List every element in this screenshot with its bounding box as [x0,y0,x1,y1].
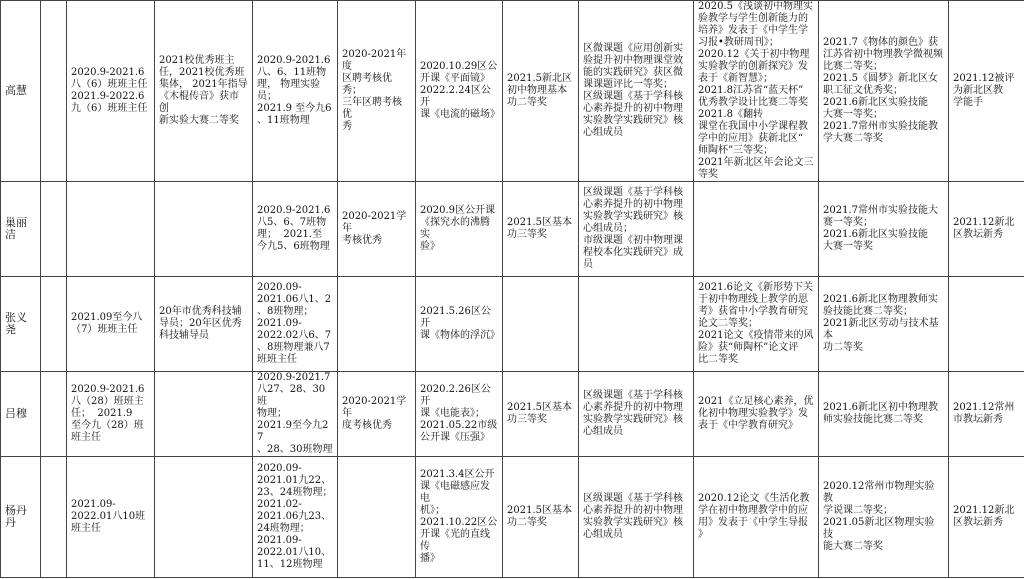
cell-line: 学大赛二等奖 [823,133,883,144]
cell-line: 赛一等奖； [823,217,873,228]
cell-line: 验》 [420,241,440,252]
cell-line: 功二等奖 [823,342,863,353]
cell-line: 心组成员 [583,127,623,138]
cell-line: 机》； [420,505,445,516]
cell-line: 度考核优秀 [342,420,392,431]
cell-line: 、28、30班物理 [257,444,333,455]
cell-line: 习报•教研周刊》； [698,37,779,48]
record-cell [416,1,503,182]
cell-line: 2022.01八10班 [71,511,146,522]
cell-line: 《探究水的沸腾实 [420,217,490,240]
cell-line: 2021.5.26区公开 [420,306,491,329]
record-cell [338,277,416,372]
record-cell [819,372,949,457]
cell-line: 实验教学实践研究》核 [583,211,683,222]
cell-line: 2020.9-2021.6 [257,55,331,66]
cell-line: 八27、28、30班 [257,384,326,407]
cell-line: 实验教学实践研究》核 [583,517,683,528]
cell-line: 心组成员 [583,426,623,437]
cell-line: 区微课题《应用创新实 [583,43,683,54]
cell-line: 八（6）班班主任 [71,79,148,90]
teacher-name-cell: 张义尧 [1,277,41,372]
teacher-name-cell: 杨丹丹 [1,457,41,578]
cell-line: 2021.6论文《新形势下关 [698,282,813,293]
cell-line: 2021.7常州市实验技能教 [823,121,938,132]
table-row [1,457,1024,578]
record-cell [694,457,819,578]
cell-line: 2021.12新北 [953,217,1015,228]
cell-line: 功三等奖 [507,414,547,425]
cell-line: 化初中物理实验教学》发 [698,408,808,419]
record-cell [579,182,694,277]
cell-line: 2021.12新北 [953,505,1015,516]
cell-line: 于初中物理线上教学的思 [698,294,808,305]
cell-line: 24班物理； [257,523,310,534]
record-cell [155,277,253,372]
table-row [1,182,1024,277]
cell-line: 2021.8《翻转 [698,109,763,120]
record-cell [253,372,338,457]
cell-line: 开课《光的直线传 [420,529,490,552]
cell-line: 区教坛新秀 [953,517,1003,528]
cell-line: 2021《立足核心素养，优 [698,396,814,407]
cell-line: 验教学与学生创新能力的 [698,13,808,24]
record-cell [338,372,416,457]
cell-line: 比赛二等奖； [823,61,883,72]
cell-line: 2021.12常州 [953,402,1015,413]
cell-line: 心素养提升的初中物理 [583,402,683,413]
record-cell [338,1,416,182]
cell-line: 心素养提升的初中物理 [583,505,683,516]
cell-line: 班主任 [71,523,101,534]
cell-line: 2021.6新北区实验技能 [823,97,928,108]
record-cell [416,457,503,578]
cell-line: 险》获“师陶杯”论文评 [698,342,799,353]
cell-line: 物理； [257,408,287,419]
cell-line: 2021.12被评 [953,73,1015,84]
record-cell [694,372,819,457]
cell-line: 八（28）班班主 [71,396,144,407]
record-cell [503,182,579,277]
record-cell [416,372,503,457]
cell-line: 2021.9-2022.6 [71,91,145,102]
cell-line: 实验教学的创新探究》发 [698,61,808,72]
cell-line: 优秀教学设计比赛二等奖 [698,97,808,108]
cell-line: 课课题评比一等奖； [583,79,673,90]
record-cell [949,277,1024,372]
table-row [1,1,1024,182]
cell-line: 实验教学实践研究》核 [583,115,683,126]
cell-line: 2021.6新北区物理教师实 [823,294,938,305]
cell-line: 、11班物理 [257,115,310,126]
record-cell [253,1,338,182]
cell-line: 公开课《压强》 [420,432,490,443]
record-cell [579,277,694,372]
cell-line: 2020-2021学年 [342,211,407,234]
cell-line: 2020.9-2021.6 [71,384,145,395]
cell-line: 2020.12论文《生活化教 [698,493,810,504]
cell-line: 心素养提升的初中物理 [583,199,683,210]
cell-line: 2021校优秀班主 [159,55,235,66]
record-cell [416,182,503,277]
table-row [1,277,1024,372]
cell-line: 表于《新智慧》； [698,73,773,84]
cell-line: 心组成员 [583,529,623,540]
cell-line: 心组成员； [583,223,633,234]
cell-line: 职工征文优秀奖； [823,85,903,96]
record-cell [949,457,1024,578]
cell-line: 2021.09- [71,499,116,510]
cell-line: 八、6、11班物 [257,67,327,78]
cell-line: 任； 2021.9 [71,408,133,419]
cell-line: 验提升初中物理课堂效 [583,55,683,66]
cell-line: 2021.5区基本 [507,217,572,228]
empty-column-cell [41,1,67,182]
cell-line: 课《电能表》； [420,408,485,419]
cell-line: 2020.12常州市物理实验教 [823,481,935,504]
cell-line: 考》获省中小学教育研究 [698,306,808,317]
cell-line: 2020.9区公开课 [420,205,495,216]
cell-line: 科技辅导员 [159,330,209,341]
cell-line: 》 [698,529,708,540]
cell-line: 2021年新北区年会论文三 [698,157,814,168]
cell-line: 区级课题《基于学科核 [583,390,683,401]
cell-line: 学在初中物理教学中的应 [698,505,808,516]
cell-line: 秀 [342,121,352,132]
cell-line: 2021论文《疫情带来的风 [698,330,814,341]
cell-line: 等奖 [698,169,718,180]
cell-line: 《木棍传音》获市创 [159,91,239,114]
cell-line: 2021.6新北区初中物理教师实验技能比赛二等奖 [823,402,938,425]
cell-line: 学说课二等奖； [823,505,893,516]
cell-line: 2021.5《圆梦》新北区女 [823,73,938,84]
cell-line: 九（6）班班主任 [71,103,148,114]
record-cell [253,277,338,372]
cell-line: 导员；20年区优秀 [159,318,242,329]
record-cell [155,182,253,277]
cell-line: 2021.5区基本 [507,505,572,516]
teacher-name-cell: 吕穆 [1,372,41,457]
cell-line: 考核优秀 [342,235,382,246]
cell-line: 2021.06八1、2 [257,294,332,305]
cell-line: 2021.05.22市级 [420,420,498,431]
cell-line: 2021.09- [257,535,302,546]
cell-line: 2022.2.24区公开 [420,85,491,108]
cell-line: 课《物体的浮沉》 [420,330,500,341]
record-cell [416,277,503,372]
cell-line: 课《电流的磁场》 [420,109,500,120]
cell-line: 2021.6新北区实验技能 [823,229,928,240]
cell-line: 能的实践研究》获区微 [583,67,683,78]
cell-line: 心素养提升的初中物理 [583,103,683,114]
record-cell [155,372,253,457]
cell-line: 2021.05新北区物理实验技 [823,517,935,540]
cell-line: 20年市优秀科技辅 [159,306,242,317]
cell-line: 2020.9-2021.6 [257,205,331,216]
record-cell [949,1,1024,182]
table-row [1,372,1024,457]
cell-line: 2022.01八10、 [257,547,332,558]
cell-line: （7）班班主任 [71,324,138,335]
cell-line: 区级课题《基于学科核 [583,493,683,504]
cell-line: 江苏省初中物理教学微视频 [823,49,943,60]
record-cell [694,182,819,277]
record-cell [338,182,416,277]
record-cell [579,457,694,578]
empty-column-cell [41,277,67,372]
cell-line: 比二等奖 [698,354,738,365]
cell-line: 区级课题《基于学科核 [583,91,683,102]
cell-line: 2021.8江苏省“蓝天杯” [698,85,804,96]
cell-line: 2021.01九22、 [257,475,332,486]
cell-line: 2020.2.26区公开 [420,384,491,407]
cell-line: 区聘考核优秀； [342,73,392,96]
record-cell [819,1,949,182]
empty-column-cell [41,457,67,578]
cell-line: 2021.7常州市实验技能大 [823,205,938,216]
record-cell [819,277,949,372]
cell-line: 、8班物理； [257,306,314,317]
cell-line: 任，2021校优秀班 [159,67,245,78]
cell-line: 市级课题《初中物理课 [583,235,683,246]
record-cell [503,457,579,578]
record-cell [67,277,155,372]
cell-line: 区教坛新秀 [953,229,1003,240]
record-cell [819,457,949,578]
record-cell [253,457,338,578]
record-cell [155,457,253,578]
empty-column-cell [41,182,67,277]
cell-line: 新实验大赛二等奖 [159,115,239,126]
cell-line: 功二等奖 [507,97,547,108]
record-cell [338,457,416,578]
cell-line: 课《电磁感应发电 [420,481,490,504]
cell-line: 班主任 [71,432,101,443]
cell-line: 播》 [420,553,440,564]
cell-line: 大赛一等奖； [823,109,883,120]
cell-line: 2021.09至今八 [71,312,143,323]
cell-line: 、8班物理兼八7 [257,342,330,353]
teacher-name-cell: 巢丽洁 [1,182,41,277]
cell-line: 表于《中学教育研究》 [698,420,798,431]
cell-line: 区级课题《基于学科核 [583,187,683,198]
cell-line: 论文二等奖； [698,318,758,329]
cell-line: 理； 2021.至 [257,229,322,240]
cell-line: 开课《平面镜》 [420,73,490,84]
record-cell [579,372,694,457]
cell-line: 2021.7《物体的颜色》获 [823,37,938,48]
record-cell [67,182,155,277]
cell-line: 师陶杯”三等奖； [698,145,774,156]
record-cell [579,1,694,182]
cell-line: 今九5、6班物理 [257,241,330,252]
cell-line: 学中的应用》获新北区“ [698,133,804,144]
cell-line: 能大赛二等奖 [823,541,883,552]
record-cell [694,277,819,372]
cell-line: 2021.3.4区公开 [420,469,495,480]
cell-line: 功二等奖 [507,517,547,528]
cell-line: 2020.10.29区公 [420,61,498,72]
cell-line: 2021.9至今九27 [257,420,329,443]
cell-line: 用》发表于《中学生导报 [698,517,808,528]
cell-line: 理， 物理实验 [257,79,321,90]
cell-line: 2022.02八6、7 [257,330,332,341]
cell-line: 员 [583,259,593,270]
cell-line: 2020.5《浅谈初中物理实 [698,1,813,12]
cell-line: 2020.9-2021.6 [71,67,145,78]
cell-line: 2021.06九23、 [257,511,332,522]
cell-line: 2021.09- [257,318,302,329]
cell-line: 2021.10.22区公 [420,517,498,528]
cell-line: 培养》发表于《中学生学 [698,25,808,36]
table-body [1,1,1024,578]
cell-line: 2020-2021学年 [342,396,407,419]
empty-column-cell [41,372,67,457]
cell-line: 为新北区教 [953,85,1003,96]
cell-line: 至今九（28）班 [71,420,144,431]
cell-line: 程校本化实践研究》成 [583,247,683,258]
cell-line: 集体， 2021年指导 [159,79,248,90]
cell-line: 23、24班物理； [257,487,333,498]
cell-line: 2021.02- [257,499,302,510]
cell-line: 2021.5区基本 [507,402,572,413]
cell-line: 实验教学实践研究》核 [583,414,683,425]
cell-line: 班班主任 [257,354,297,365]
record-cell [67,1,155,182]
cell-line: 八5、6、7班物 [257,217,327,228]
record-cell [503,1,579,182]
record-cell [155,1,253,182]
record-cell [67,372,155,457]
cell-line: 2021新北区劳动与技术基本 [823,318,939,341]
teacher-name-cell: 高慧 [1,1,41,182]
cell-line: 验技能比赛二等奖； [823,306,913,317]
record-cell [67,457,155,578]
cell-line: 功三等奖 [507,229,547,240]
cell-line: 大赛一等奖 [823,241,873,252]
record-cell [949,372,1024,457]
cell-line: 2020.9-2021.7 [257,372,331,383]
cell-line: 学能手 [953,97,983,108]
cell-line: 2021.5新北区 [507,73,572,84]
cell-line: 初中物理基本 [507,85,567,96]
cell-line: 市教坛新秀 [953,414,1003,425]
cell-line: 员； [257,91,277,102]
record-cell [503,372,579,457]
record-cell [503,277,579,372]
cell-line: 三年区聘考核优 [342,97,402,120]
record-cell [694,1,819,182]
cell-line: 2020.09- [257,282,302,293]
cell-line: 课堂在我国中小学课程教 [698,121,808,132]
record-cell [253,182,338,277]
cell-line: 11、12班物理 [257,559,323,570]
cell-line: 2020.09- [257,463,302,474]
record-cell [819,182,949,277]
cell-line: 2020-2021年度 [342,49,407,72]
cell-line: 2020.12《关于初中物理 [698,49,810,60]
record-cell [949,182,1024,277]
cell-line: 2021.9 至今九6 [257,103,332,114]
